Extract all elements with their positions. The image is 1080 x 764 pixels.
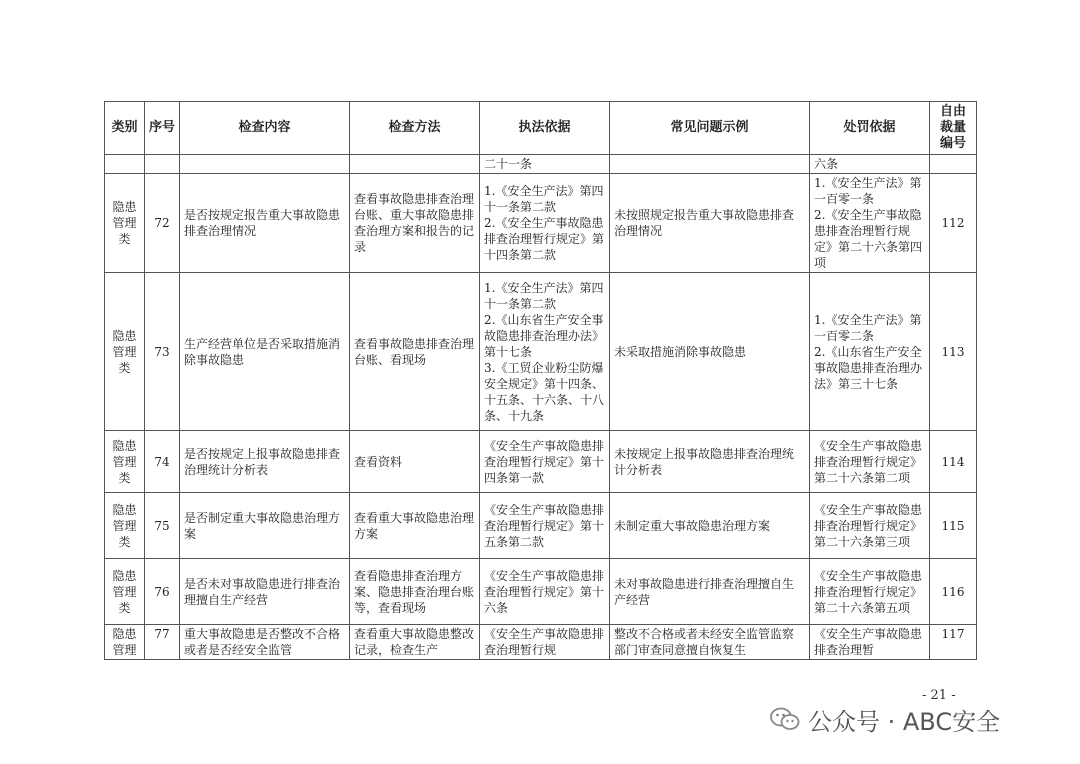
- table-row: [105, 625, 977, 660]
- table-cell: [105, 155, 145, 174]
- code-cell: 112: [930, 174, 977, 273]
- column-header: 类别: [105, 102, 145, 155]
- method-cell: 查看事故隐患排查治理台账、看现场: [350, 273, 480, 431]
- column-header: 检查内容: [180, 102, 350, 155]
- table-cell: [350, 155, 480, 174]
- content-cell: 是否未对事故隐患进行排查治理擅自生产经营: [180, 559, 350, 625]
- regulation-table: [104, 101, 977, 660]
- category-cell: 隐患管理类: [105, 559, 145, 625]
- code-cell: 114: [930, 431, 977, 493]
- penalty-cell: 《安全生产事故隐患排查治理暂行规定》第二十六条第五项: [810, 559, 930, 625]
- table-row: [105, 493, 977, 559]
- table-header-row: [105, 102, 977, 155]
- table-cell: [930, 155, 977, 174]
- table-row: [105, 559, 977, 625]
- category-cell: 隐患管理类: [105, 273, 145, 431]
- page-number: - 21 -: [922, 688, 956, 703]
- continuation-row: [105, 155, 977, 174]
- problem-cell: 未采取措施消除事故隐患: [610, 273, 810, 431]
- basis-cell: 1.《安全生产法》第四十一条第二款 2.《山东省生产安全事故隐患排查治理办法》第十七条 3.《工贸企业粉尘防爆安全规定》第十四条、十五条、十六条、十八条、十九条: [480, 273, 610, 431]
- table-row: [105, 174, 977, 273]
- category-cell: 隐患管理类: [105, 174, 145, 273]
- table-cell: [610, 155, 810, 174]
- continuation-basis: 二十一条: [480, 155, 610, 174]
- column-header: 常见问题示例: [610, 102, 810, 155]
- watermark: [770, 704, 1000, 734]
- category-cell: 隐患管理类: [105, 493, 145, 559]
- number-cell: 73: [145, 273, 180, 431]
- code-cell: 116: [930, 559, 977, 625]
- column-header: 检查方法: [350, 102, 480, 155]
- number-cell: 77: [145, 625, 180, 660]
- table-row: [105, 431, 977, 493]
- code-cell: 117: [930, 625, 977, 660]
- method-cell: 查看隐患排查治理方案、隐患排查治理台账等，查看现场: [350, 559, 480, 625]
- method-cell: 查看资料: [350, 431, 480, 493]
- method-cell: 查看重大事故隐患整改记录，检查生产: [350, 625, 480, 660]
- column-header: 自由裁量编号: [930, 102, 977, 155]
- code-cell: 115: [930, 493, 977, 559]
- content-cell: 重大事故隐患是否整改不合格或者是否经安全监管: [180, 625, 350, 660]
- continuation-penalty: 六条: [810, 155, 930, 174]
- penalty-cell: 《安全生产事故隐患排查治理暂行规定》第二十六条第三项: [810, 493, 930, 559]
- category-cell: 隐患管理类: [105, 431, 145, 493]
- table-cell: [145, 155, 180, 174]
- basis-cell: 1.《安全生产法》第四十一条第二款 2.《安全生产事故隐患排查治理暂行规定》第十四条第二款: [480, 174, 610, 273]
- problem-cell: 未对事故隐患进行排查治理擅自生产经营: [610, 559, 810, 625]
- basis-cell: 《安全生产事故隐患排查治理暂行规定》第十四条第一款: [480, 431, 610, 493]
- watermark-text: 公众号 · ABC安全: [808, 707, 1001, 736]
- penalty-cell: 《安全生产事故隐患排查治理暂行规定》第二十六条第二项: [810, 431, 930, 493]
- content-cell: 是否制定重大事故隐患治理方案: [180, 493, 350, 559]
- penalty-cell: 1.《安全生产法》第一百零一条 2.《安全生产事故隐患排查治理暂行规定》第二十六条第四项: [810, 174, 930, 273]
- column-header: 序号: [145, 102, 180, 155]
- table-row: [105, 273, 977, 431]
- penalty-cell: 1.《安全生产法》第一百零二条 2.《山东省生产安全事故隐患排查治理办法》第三十七条: [810, 273, 930, 431]
- method-cell: 查看重大事故隐患治理方案: [350, 493, 480, 559]
- problem-cell: 整改不合格或者未经安全监管监察部门审查同意擅自恢复生: [610, 625, 810, 660]
- content-cell: 生产经营单位是否采取措施消除事故隐患: [180, 273, 350, 431]
- basis-cell: 《安全生产事故隐患排查治理暂行规定》第十五条第二款: [480, 493, 610, 559]
- wechat-icon: [770, 706, 800, 732]
- problem-cell: 未按照规定报告重大事故隐患排查治理情况: [610, 174, 810, 273]
- basis-cell: 《安全生产事故隐患排查治理暂行规: [480, 625, 610, 660]
- table-cell: [180, 155, 350, 174]
- column-header: 处罚依据: [810, 102, 930, 155]
- number-cell: 72: [145, 174, 180, 273]
- number-cell: 75: [145, 493, 180, 559]
- number-cell: 74: [145, 431, 180, 493]
- category-cell: 隐患管理: [105, 625, 145, 660]
- content-cell: 是否按规定报告重大事故隐患排查治理情况: [180, 174, 350, 273]
- method-cell: 查看事故隐患排查治理台账、重大事故隐患排查治理方案和报告的记录: [350, 174, 480, 273]
- number-cell: 76: [145, 559, 180, 625]
- code-cell: 113: [930, 273, 977, 431]
- problem-cell: 未制定重大事故隐患治理方案: [610, 493, 810, 559]
- column-header: 执法依据: [480, 102, 610, 155]
- content-cell: 是否按规定上报事故隐患排查治理统计分析表: [180, 431, 350, 493]
- penalty-cell: 《安全生产事故隐患排查治理暂: [810, 625, 930, 660]
- problem-cell: 未按规定上报事故隐患排查治理统计分析表: [610, 431, 810, 493]
- basis-cell: 《安全生产事故隐患排查治理暂行规定》第十六条: [480, 559, 610, 625]
